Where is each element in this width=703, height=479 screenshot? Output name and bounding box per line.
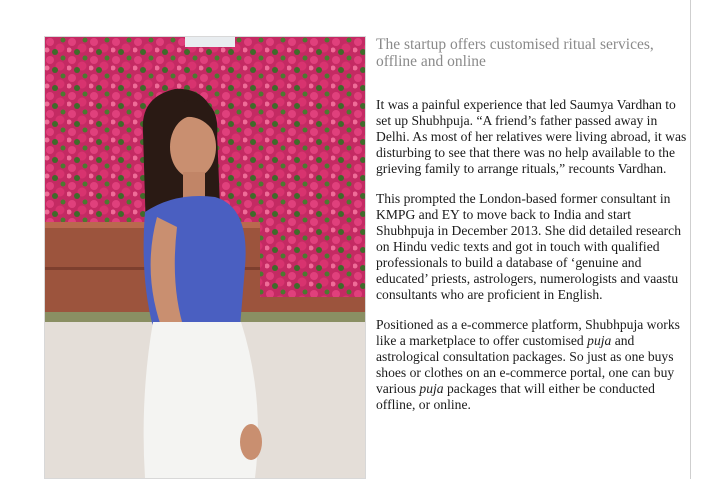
article-subhead: The startup offers customised ritual services, offline and online xyxy=(376,36,654,70)
paragraph-text: and astrological consultation packages. So just as one buys shoes or clothes on an e-commerce portal, one can buy various xyxy=(376,333,675,396)
italic-term: puja xyxy=(587,333,612,348)
paragraph-text: Positioned as a e-commerce platform, Shubhpuja works like a marketplace to offer customised xyxy=(376,317,680,348)
article-text xyxy=(376,36,691,427)
article-body xyxy=(376,97,691,413)
paragraph-text: packages that will either be conducted offline, or online. xyxy=(376,381,655,412)
paragraph-text: It was a painful experience that led Saumya Vardhan to set up Shubhpuja. “A friend’s father passed away in Delhi. As most of her relatives were living abroad, it was disturbing to see that there was no help available to the grieving family to arrange rituals,” recounts Vardhan. xyxy=(376,97,687,176)
paragraph-text: This prompted the London-based former consultant in KMPG and EY to move back to India and start Shubhpuja in December 2013. She did detailed research on Hindu vedic texts and got in touch with qualified professionals to build a database of ‘genuine and educated’ priests, astrologers, numerologists and vaastu consultants who are proficient in English. xyxy=(376,191,682,302)
article-paragraph xyxy=(376,97,691,177)
italic-term: puja xyxy=(419,381,444,396)
article-paragraph xyxy=(376,317,691,413)
article-photo xyxy=(44,36,366,479)
portrait-photo-icon xyxy=(45,37,365,478)
page-edge xyxy=(690,0,703,479)
article-paragraph xyxy=(376,191,691,303)
